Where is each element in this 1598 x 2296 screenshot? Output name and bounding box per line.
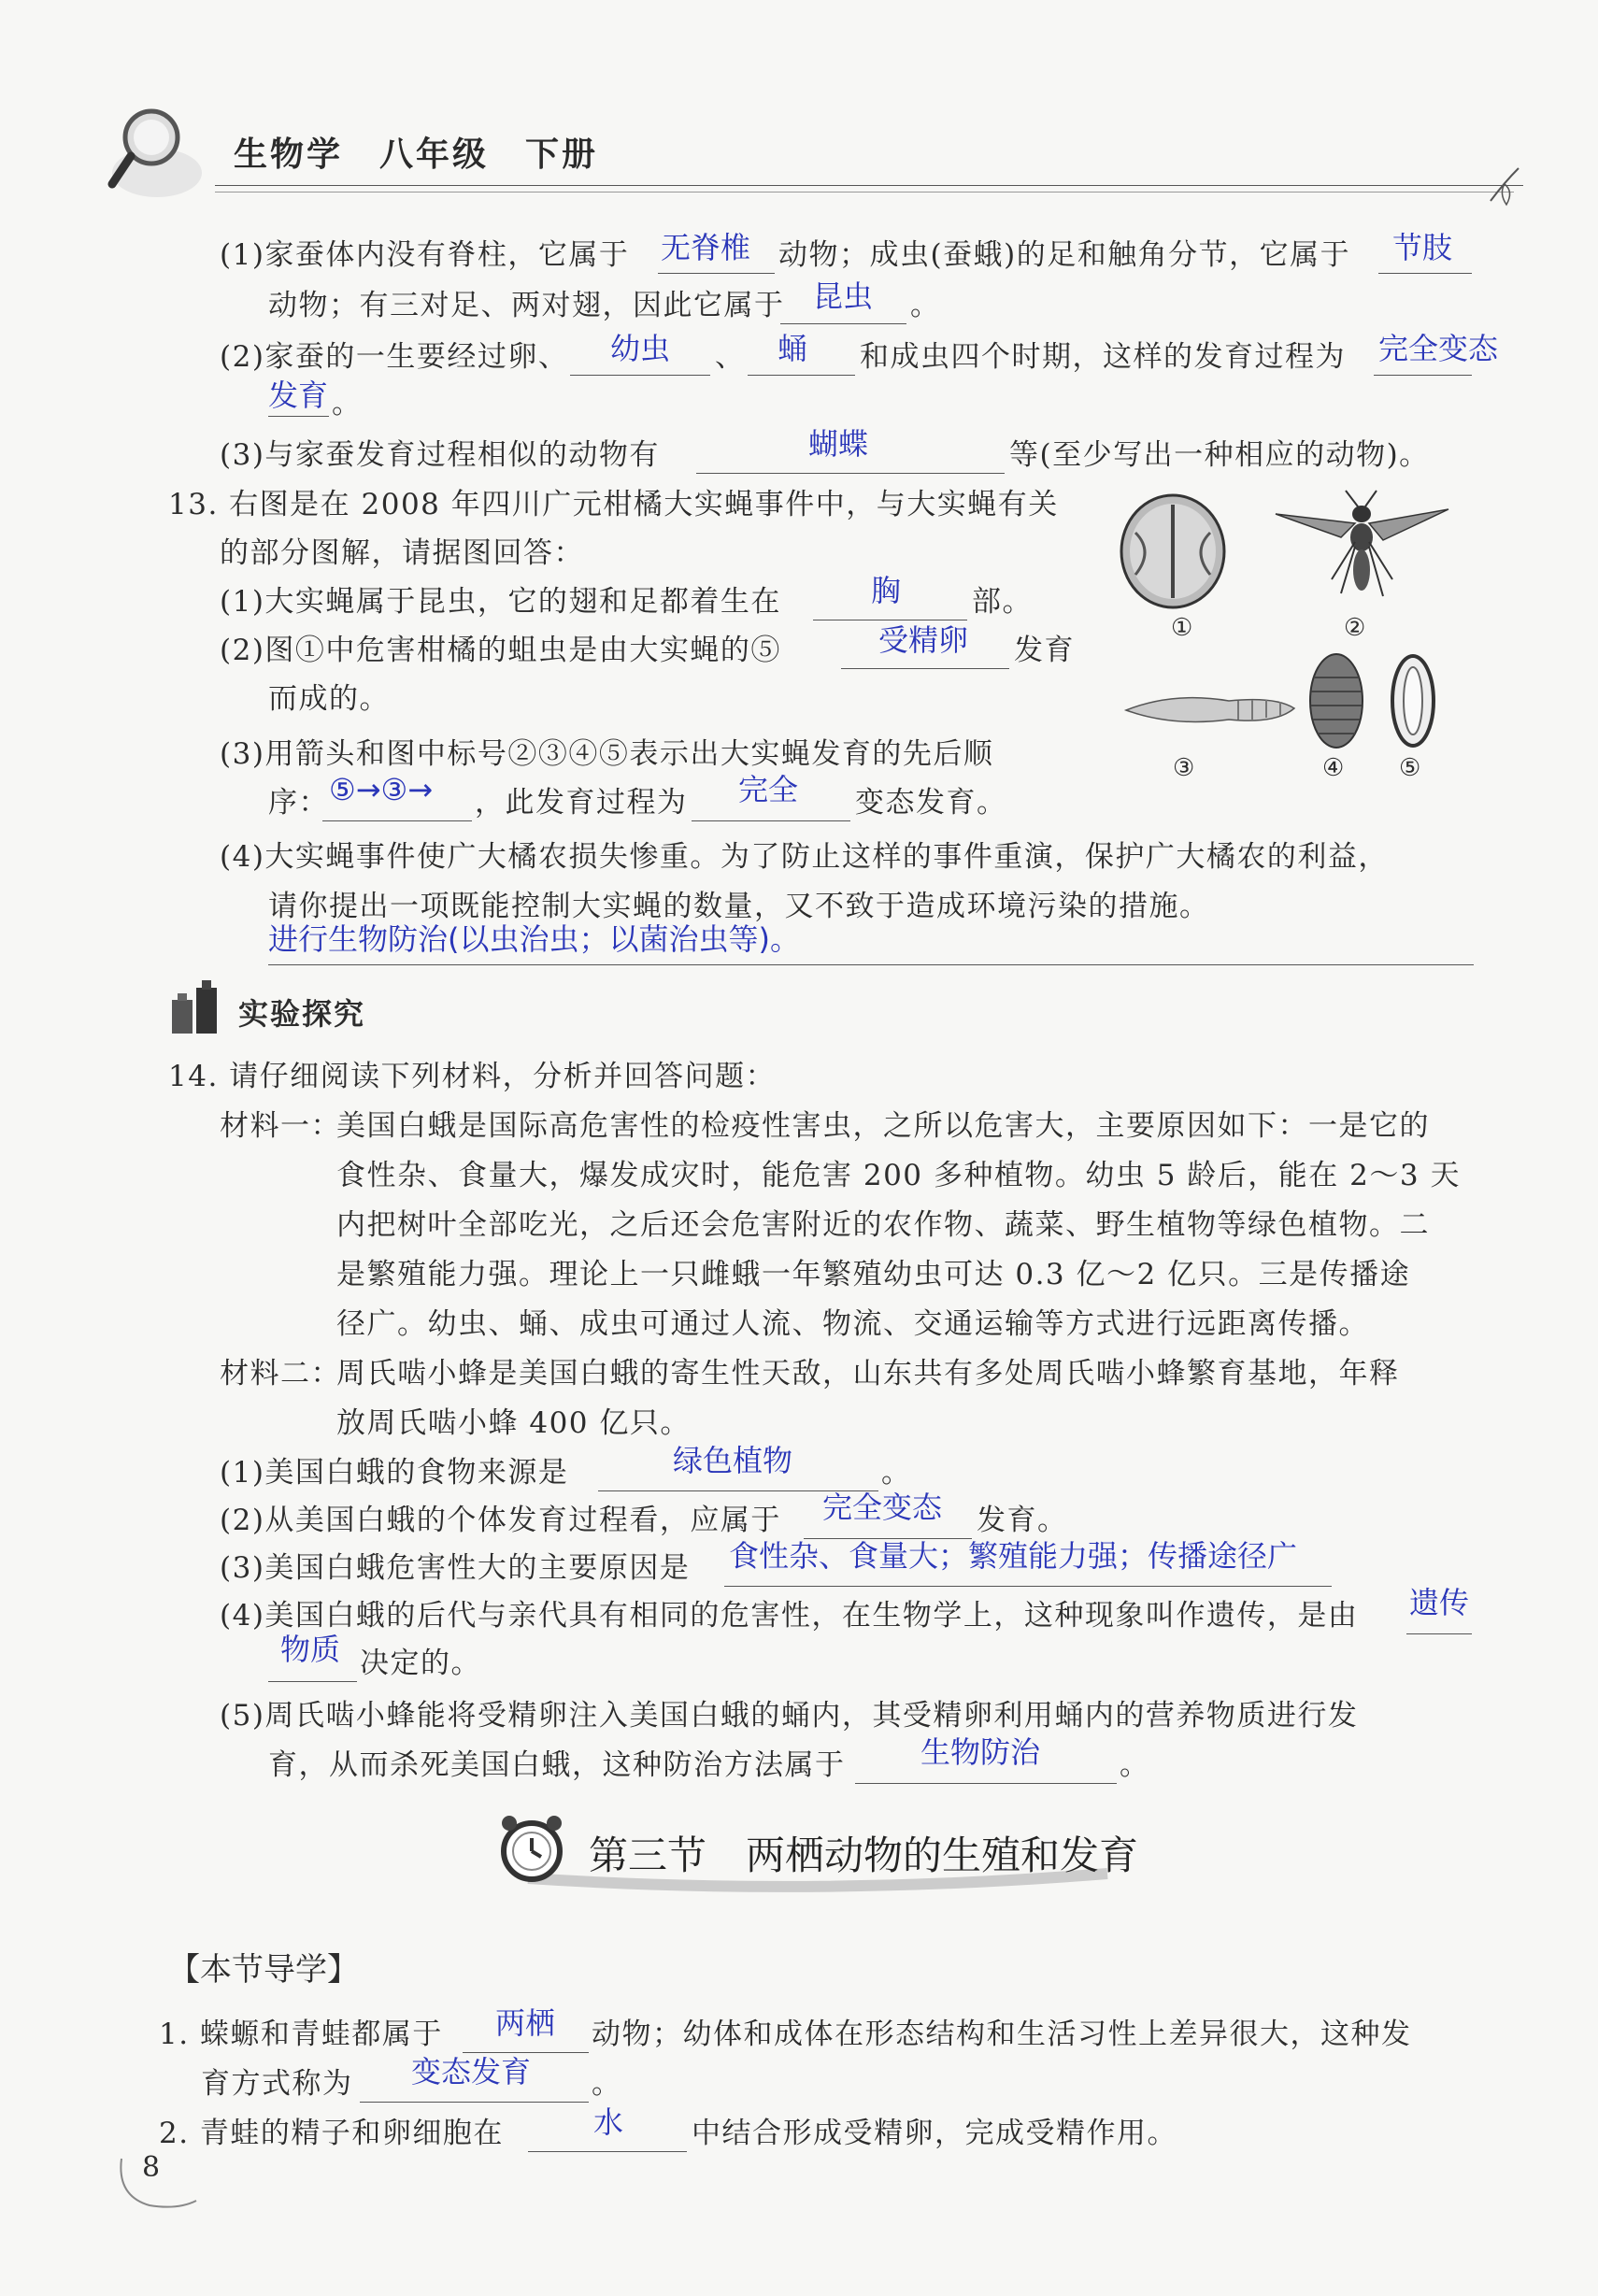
blank: [1374, 375, 1472, 376]
answer-larva: 幼虫: [610, 331, 671, 366]
guide-q1d: 。: [592, 2067, 622, 2101]
q14-sub5c: 。: [1120, 1748, 1150, 1782]
answer-development-type: 完全变态: [822, 1490, 943, 1525]
material-1-line4: 是繁殖能力强。理论上一只雌蛾一年繁殖幼虫可达 0.3 亿～2 亿只。三是传播途: [336, 1258, 1411, 1291]
leaf-decoration-icon: [1486, 164, 1523, 210]
q13-line3a: (1)大实蝇属于昆虫，它的翅和足都着生在: [220, 585, 781, 619]
blank: [1378, 273, 1472, 274]
material-1-line3: 内把树叶全部吃光，之后还会危害附近的农作物、蔬菜、野生植物等绿色植物。二: [336, 1208, 1430, 1242]
answer-order: ⑤→③→: [329, 772, 433, 807]
material-2-line2: 放周氏啮小蜂 400 亿只。: [336, 1406, 691, 1440]
blank: [268, 964, 1474, 965]
q13-line2: 的部分图解，请据图回答：: [220, 536, 584, 570]
section-title: 第三节 两栖动物的生殖和发育: [589, 1833, 1139, 1878]
q14-line1: 14. 请仔细阅读下列材料，分析并回答问题：: [168, 1060, 777, 1093]
answer-insect: 昆虫: [813, 278, 874, 314]
q12-line3a: (2)家蚕的一生要经过卵、: [220, 340, 569, 374]
header-rule: [215, 185, 1523, 186]
material-2-label: 材料二：: [220, 1357, 341, 1390]
adult-fly-image: [1257, 486, 1462, 607]
blank: [268, 416, 329, 417]
figure-label-5: ⑤: [1399, 754, 1422, 782]
q12-line5a: (3)与家蚕发育过程相似的动物有: [220, 438, 660, 472]
answer-butterfly: 蝴蝶: [808, 426, 869, 462]
blank: [855, 1783, 1117, 1784]
guide-q2b: 中结合形成受精卵，完成受精作用。: [692, 2117, 1177, 2150]
header-rule-thin: [215, 192, 1514, 193]
q14-sub1a: (1)美国白蛾的食物来源是: [220, 1456, 569, 1490]
q13-line4a: (2)图①中危害柑橘的蛆虫是由大实蝇的⑤: [220, 634, 781, 667]
material-1-line2: 食性杂、食量大，爆发成灾时，能危害 200 多种植物。幼虫 5 龄后，能在 2～3 天: [336, 1159, 1461, 1192]
egg-image: [1388, 649, 1439, 752]
figure-label-3: ③: [1173, 754, 1196, 782]
answer-metamorphosis: 变态发育: [411, 2054, 532, 2089]
q14-sub5b: 育，从而杀死美国白蛾，这种防治方法属于: [268, 1748, 846, 1782]
blank: [780, 323, 906, 324]
material-1-line5: 径广。幼虫、蛹、成虫可通过人流、物流、交通运输等方式进行远距离传播。: [336, 1307, 1369, 1341]
q13-line8: (4)大实蝇事件使广大橘农损失惨重。为了防止这样的事件重演，保护广大橘农的利益，: [220, 840, 1389, 874]
figure-label-4: ④: [1322, 754, 1346, 782]
answer-genetic-1: 遗传: [1409, 1585, 1470, 1620]
experiment-title: 实验探究: [238, 996, 366, 1032]
answer-reasons: 食性杂、食量大；繁殖能力强；传播途径广: [729, 1538, 1298, 1574]
larva-image: [1117, 673, 1304, 738]
pupa-image: [1306, 649, 1367, 752]
answer-arthropod: 节肢: [1392, 230, 1453, 265]
answer-complete: 完全: [738, 772, 799, 807]
guide-q2a: 2. 青蛙的精子和卵细胞在: [159, 2117, 504, 2150]
q12-line2a: 动物；有三对足、两对翅，因此它属于: [268, 289, 785, 322]
blank: [570, 375, 710, 376]
infested-orange-image: [1117, 491, 1229, 612]
q13-line3b: 部。: [972, 585, 1033, 619]
q14-sub2a: (2)从美国白蛾的个体发育过程看，应属于: [220, 1504, 781, 1537]
guide-q1b: 动物；幼体和成体在形态结构和生活习性上差异很大，这种发: [592, 2018, 1412, 2051]
q14-sub4b: 决定的。: [360, 1647, 481, 1680]
answer-complete-metamorphosis: 完全变态: [1378, 331, 1499, 366]
period: 。: [332, 387, 363, 421]
answer-food: 绿色植物: [673, 1443, 793, 1478]
guide-q1c: 育方式称为: [201, 2067, 353, 2101]
blank: [1406, 1633, 1472, 1634]
q13-line7c: 变态发育。: [855, 786, 1007, 820]
q13-line6: (3)用箭头和图中标号②③④⑤表示出大实蝇发育的先后顺: [220, 737, 994, 771]
figure-label-2: ②: [1344, 614, 1367, 642]
blank: [696, 473, 1005, 474]
q12-line5b: 等(至少写出一种相应的动物)。: [1009, 438, 1430, 472]
period: 。: [910, 289, 941, 322]
answer-pupa: 蛹: [778, 331, 808, 366]
magnifier-icon: [103, 98, 206, 201]
q13-line7a: 序：: [268, 786, 329, 820]
material-1-line1: 美国白蛾是国际高危害性的检疫性害虫，之所以危害大，主要原因如下：一是它的: [336, 1109, 1430, 1143]
guide-title: 【本节导学】: [168, 1951, 359, 1989]
q14-sub2b: 发育。: [977, 1504, 1068, 1537]
q12-line3b: 、: [715, 340, 746, 374]
q13-line1: 13. 右图是在 2008 年四川广元柑橘大实蝇事件中，与大实蝇有关: [168, 488, 1059, 521]
q14-sub5a: (5)周氏啮小蜂能将受精卵注入美国白蛾的蛹内，其受精卵利用蛹内的营养物质进行发: [220, 1699, 1359, 1733]
answer-development: 发育: [268, 378, 329, 413]
blank: [692, 820, 850, 821]
q13-line4b: 发育: [1014, 634, 1075, 667]
blank: [322, 820, 472, 821]
q13-line7b: ，此发育过程为: [475, 786, 688, 820]
blank: [658, 273, 775, 274]
answer-genetic-2: 物质: [280, 1632, 341, 1667]
blank: [360, 2102, 589, 2103]
blank: [528, 2151, 687, 2152]
answer-measure: 进行生物防治(以虫治虫；以菌治虫等)。: [268, 921, 800, 957]
guide-q1a: 1. 蝾螈和青蛙都属于: [159, 2018, 443, 2051]
answer-invertebrate: 无脊椎: [661, 230, 751, 265]
header-title: 生物学 八年级 下册: [234, 135, 599, 174]
q12-line1a: (1)家蚕体内没有脊柱，它属于: [220, 238, 630, 272]
q14-sub3a: (3)美国白蛾危害性大的主要原因是: [220, 1551, 691, 1585]
answer-water: 水: [593, 2104, 624, 2140]
blank: [841, 668, 1009, 669]
q14-sub1b: 。: [881, 1456, 912, 1490]
figure-label-1: ①: [1171, 614, 1194, 642]
answer-amphibian: 两栖: [495, 2005, 556, 2041]
blank: [268, 1681, 357, 1682]
answer-method: 生物防治: [920, 1734, 1041, 1770]
alarm-clock-icon: [492, 1808, 572, 1888]
q12-line1b: 动物；成虫(蚕蛾)的足和触角分节，它属于: [778, 238, 1351, 272]
answer-thorax: 胸: [871, 573, 902, 608]
blank: [748, 375, 855, 376]
lab-bottle-icon: [168, 977, 224, 1037]
blank: [724, 1586, 1332, 1587]
q13-line9: 请你提出一项既能控制大实蝇的数量，又不致于造成环境污染的措施。: [268, 890, 1210, 923]
page-number: 8: [142, 2151, 161, 2184]
material-2-line1: 周氏啮小蜂是美国白蛾的寄生性天敌，山东共有多处周氏啮小蜂繁育基地，年释: [336, 1357, 1400, 1390]
q13-line5: 而成的。: [268, 682, 390, 716]
q14-sub4a: (4)美国白蛾的后代与亲代具有相同的危害性，在生物学上，这种现象叫作遗传，是由: [220, 1599, 1359, 1633]
answer-fertilized-egg: 受精卵: [878, 622, 969, 658]
q12-line3c: 和成虫四个时期，这样的发育过程为: [860, 340, 1346, 374]
material-1-label: 材料一：: [220, 1109, 341, 1143]
